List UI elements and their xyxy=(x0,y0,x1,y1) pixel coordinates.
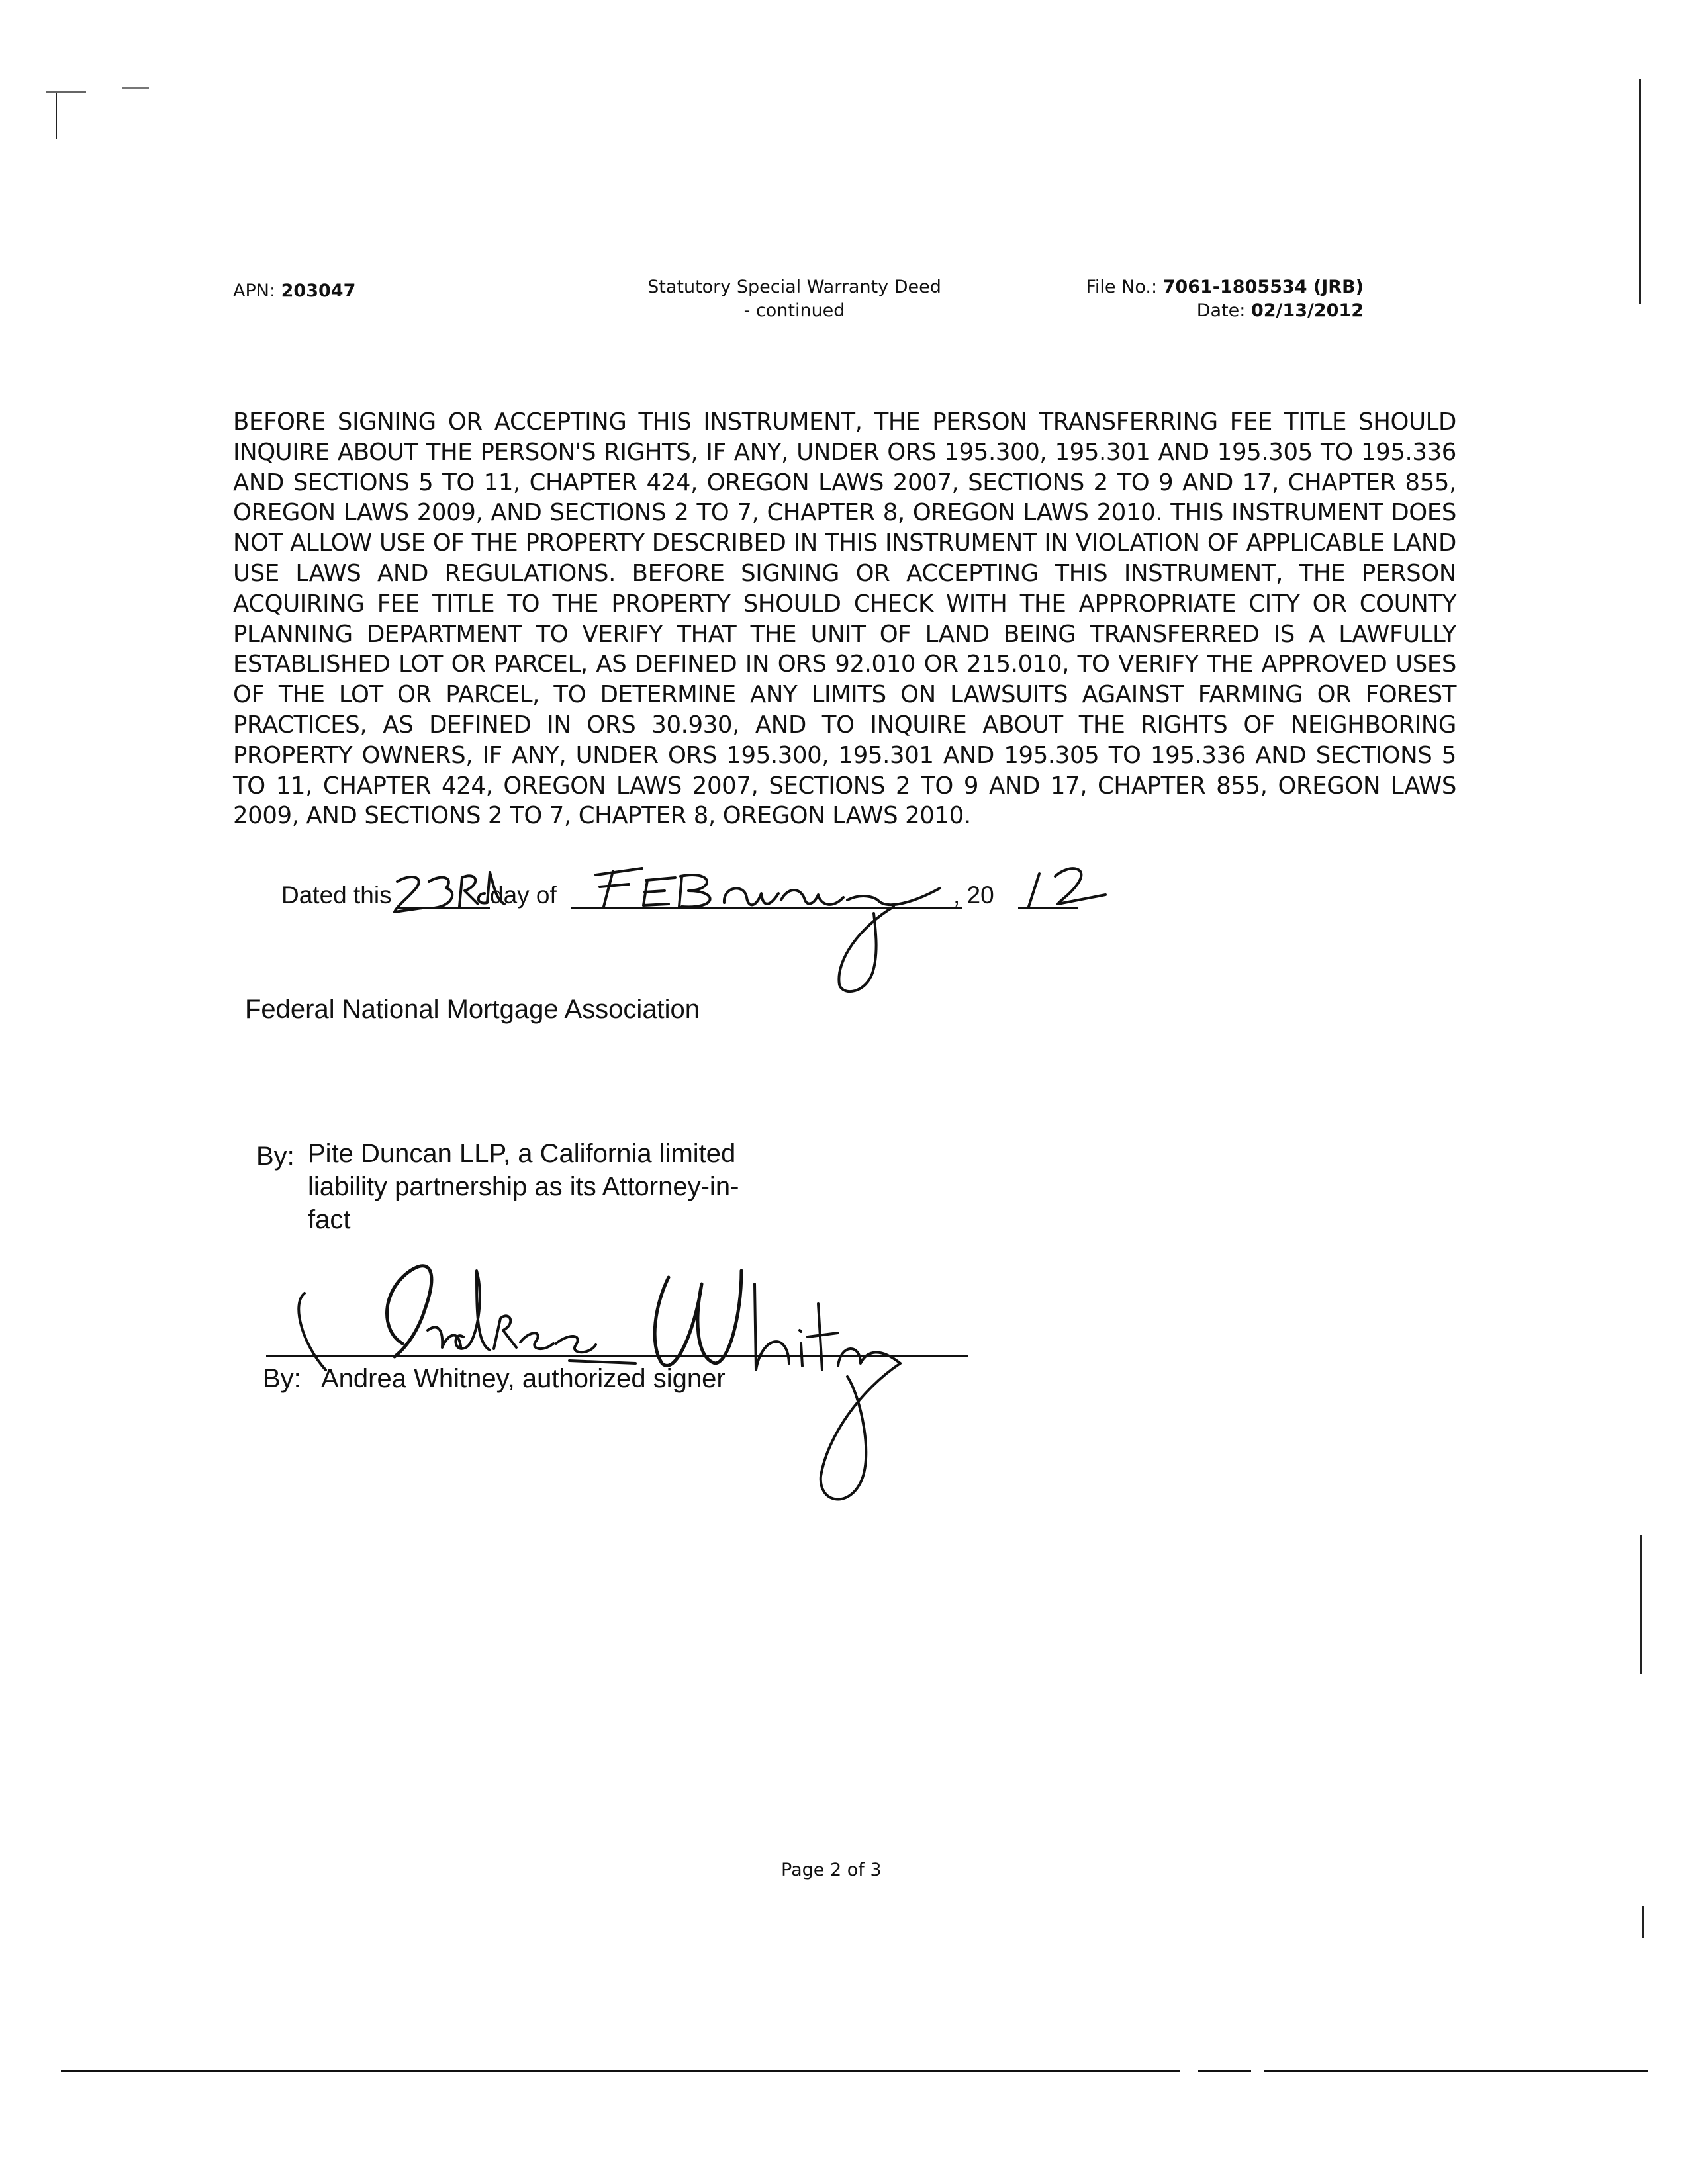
scan-edge-right-mark xyxy=(1642,1906,1644,1938)
signer-name: Andrea Whitney, authorized signer xyxy=(321,1364,726,1393)
dated-prefix: Dated this xyxy=(281,882,392,909)
attorney-line-3: fact xyxy=(308,1205,351,1234)
page-number: Page 2 of 3 xyxy=(781,1860,882,1880)
attorney-line-1: Pite Duncan LLP, a California limited xyxy=(308,1139,736,1168)
scan-edge-left xyxy=(56,93,57,139)
doc-title: Statutory Special Warranty Deed xyxy=(647,277,941,297)
date-label: Date: xyxy=(1196,300,1246,321)
handwritten-day xyxy=(391,867,510,920)
attorney-block xyxy=(308,1137,739,1236)
footer-rule-2 xyxy=(1198,2070,1251,2072)
legal-paragraph: BEFORE SIGNING OR ACCEPTING THIS INSTRUMENT, THE PERSON TRANSFERRING FEE TITLE SHOULD INQUIRE ABOUT THE PERSON'S RIGHTS, IF ANY, UNDER ORS 195.300, 195.301 AND 195.305 TO 195.336 AND SECTIONS 5 TO 11, CHAPTER 424, OREGON LAWS 2007, SECTIONS 2 TO 9 AND 17, CHAPTER 855, OREGON LAWS 2009, AND SECTIONS 2 TO 7, CHAPTER 8, OREGON LAWS 2010. THIS INSTRUMENT DOES NOT ALLOW USE OF THE PROPERTY DESCRIBED IN THIS INSTRUMENT IN VIOLATION OF APPLICABLE LAND USE LAWS AND REGULATIONS. BEFORE SIGNING OR ACCEPTING THIS INSTRUMENT, THE PERSON ACQUIRING FEE TITLE TO THE PROPERTY SHOULD CHECK WITH THE APPROPRIATE CITY OR COUNTY PLANNING DEPARTMENT TO VERIFY THAT THE UNIT OF LAND BEING TRANSFERRED IS A LAWFULLY ESTABLISHED LOT OR PARCEL, AS DEFINED IN ORS 92.010 OR 215.010, TO VERIFY THE APPROVED USES OF THE LOT OR PARCEL, TO DETERMINE ANY LIMITS ON LAWSUITS AGAINST FARMING OR FOREST PRACTICES, AS DEFINED IN ORS 30.930, AND TO INQUIRE ABOUT THE RIGHTS OF NEIGHBORING PROPERTY OWNERS, IF ANY, UNDER ORS 195.300, 195.301 AND 195.305 TO 195.336 AND SECTIONS 5 TO 11, CHAPTER 424, OREGON LAWS 2007, SECTIONS 2 TO 9 AND 17, CHAPTER 855, OREGON LAWS 2009, AND SECTIONS 2 TO 7, CHAPTER 8, OREGON LAWS 2010. xyxy=(233,408,1456,830)
date-value: 02/13/2012 xyxy=(1250,300,1364,321)
scan-edge-right-lower xyxy=(1640,1535,1642,1674)
scan-edge-right xyxy=(1639,79,1641,304)
doc-title-block xyxy=(622,275,966,323)
signer-by-label: By: xyxy=(263,1364,301,1393)
file-block xyxy=(1033,275,1364,323)
dated-day-of: day of xyxy=(490,882,557,909)
scan-top-dash-2 xyxy=(122,87,149,89)
apn xyxy=(233,279,355,303)
dated-year-prefix: , 20 xyxy=(953,882,994,909)
footer-rule-1 xyxy=(61,2070,1180,2072)
by-label: By: xyxy=(256,1142,295,1171)
handwritten-year xyxy=(1019,860,1152,913)
attorney-line-2: liability partnership as its Attorney-in- xyxy=(308,1172,739,1201)
file-value: 7061-1805534 (JRB) xyxy=(1162,277,1364,297)
apn-value: 203047 xyxy=(281,281,356,301)
apn-label: APN: xyxy=(233,281,276,301)
handwritten-month xyxy=(583,860,953,999)
doc-title-continued: - continued xyxy=(743,300,845,321)
deed-date xyxy=(1033,299,1364,323)
file-label: File No.: xyxy=(1086,277,1158,297)
file-number xyxy=(1033,275,1364,299)
grantor-name: Federal National Mortgage Association xyxy=(245,995,700,1024)
footer-rule-3 xyxy=(1264,2070,1648,2072)
scan-top-dash xyxy=(46,91,86,93)
